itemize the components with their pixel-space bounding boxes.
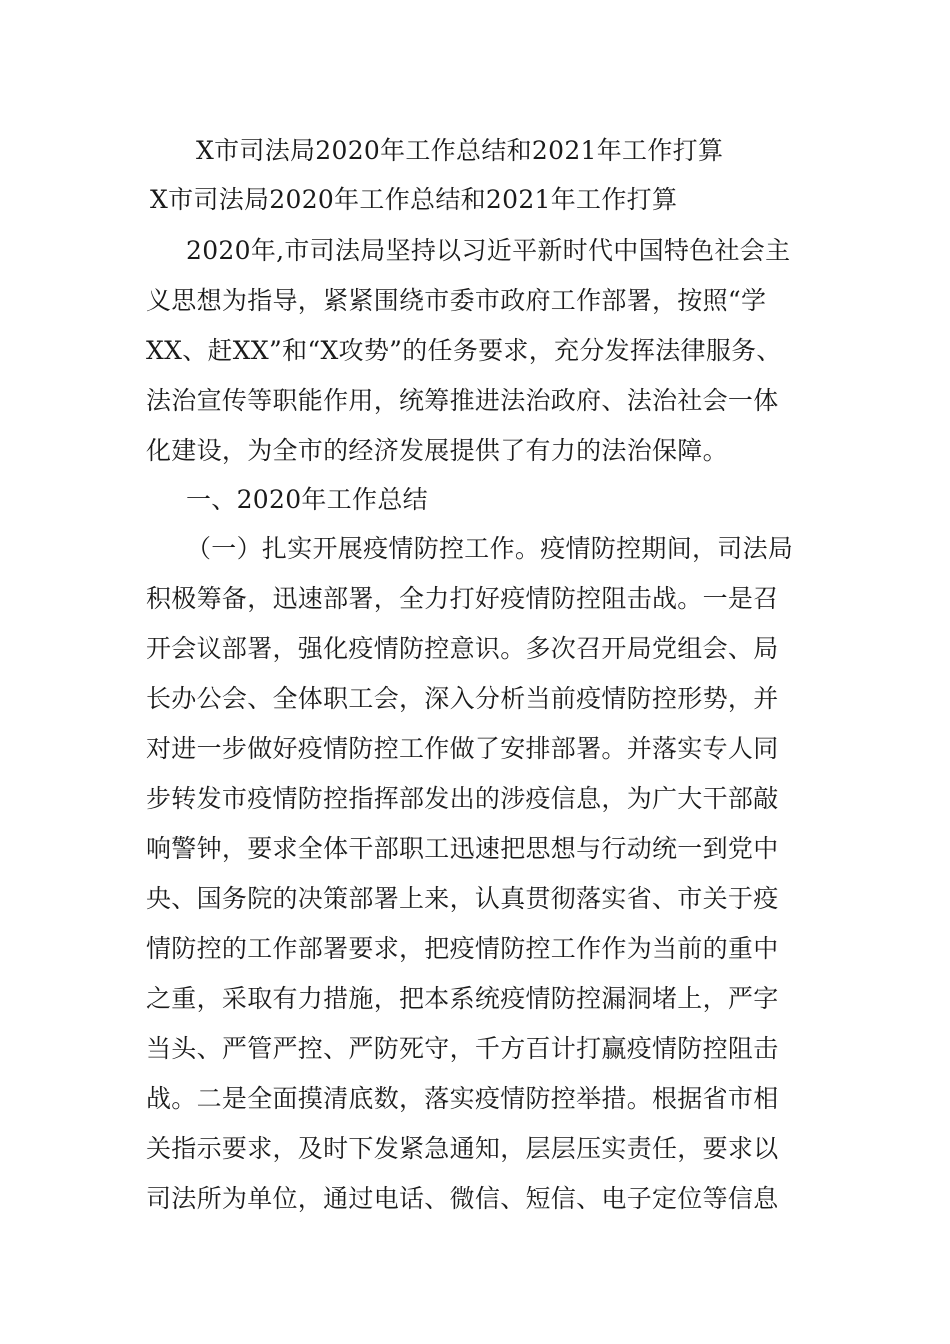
body-line: 司法所为单位，通过电话、微信、短信、电子定位等信息 xyxy=(146,1184,779,1213)
intro-line: XX、赶XX”和“X攻势”的任务要求，充分发挥法律服务、 xyxy=(146,336,782,365)
intro-line: 义思想为指导，紧紧围绕市委市政府工作部署，按照“学 xyxy=(146,286,767,315)
body-line: 对进一步做好疫情防控工作做了安排部署。并落实专人同 xyxy=(146,734,779,763)
body-line: 战。二是全面摸清底数，落实疫情防控举措。根据省市相 xyxy=(146,1084,779,1113)
body-line: （一）扎实开展疫情防控工作。疫情防控期间，司法局 xyxy=(186,534,794,563)
intro-line: 法治宣传等职能作用，统筹推进法治政府、法治社会一体 xyxy=(146,386,779,415)
body-line: 开会议部署，强化疫情防控意识。多次召开局党组会、局 xyxy=(146,634,779,663)
body-line: 央、国务院的决策部署上来，认真贯彻落实省、市关于疫 xyxy=(146,884,779,913)
body-line: 关指示要求，及时下发紧急通知，层层压实责任，要求以 xyxy=(146,1134,779,1163)
body-line: 长办公会、全体职工会，深入分析当前疫情防控形势，并 xyxy=(146,684,779,713)
body-line: 之重，采取有力措施，把本系统疫情防控漏洞堵上，严字 xyxy=(146,984,779,1013)
body-line: 响警钟，要求全体干部职工迅速把思想与行动统一到党中 xyxy=(146,834,779,863)
document-subtitle: X市司法局2020年工作总结和2021年工作打算 xyxy=(150,185,678,214)
document-title: X市司法局2020年工作总结和2021年工作打算 xyxy=(196,136,724,165)
body-line: 当头、严管严控、严防死守，千方百计打赢疫情防控阻击 xyxy=(146,1034,779,1063)
body-line: 情防控的工作部署要求，把疫情防控工作作为当前的重中 xyxy=(146,934,779,963)
body-line: 步转发市疫情防控指挥部发出的涉疫信息，为广大干部敲 xyxy=(146,784,779,813)
intro-line: 2020年,市司法局坚持以习近平新时代中国特色社会主 xyxy=(186,236,791,265)
body-line: 积极筹备，迅速部署，全力打好疫情防控阻击战。一是召 xyxy=(146,584,779,613)
section-heading: 一、2020年工作总结 xyxy=(186,485,428,514)
intro-line: 化建设，为全市的经济发展提供了有力的法治保障。 xyxy=(146,436,728,465)
